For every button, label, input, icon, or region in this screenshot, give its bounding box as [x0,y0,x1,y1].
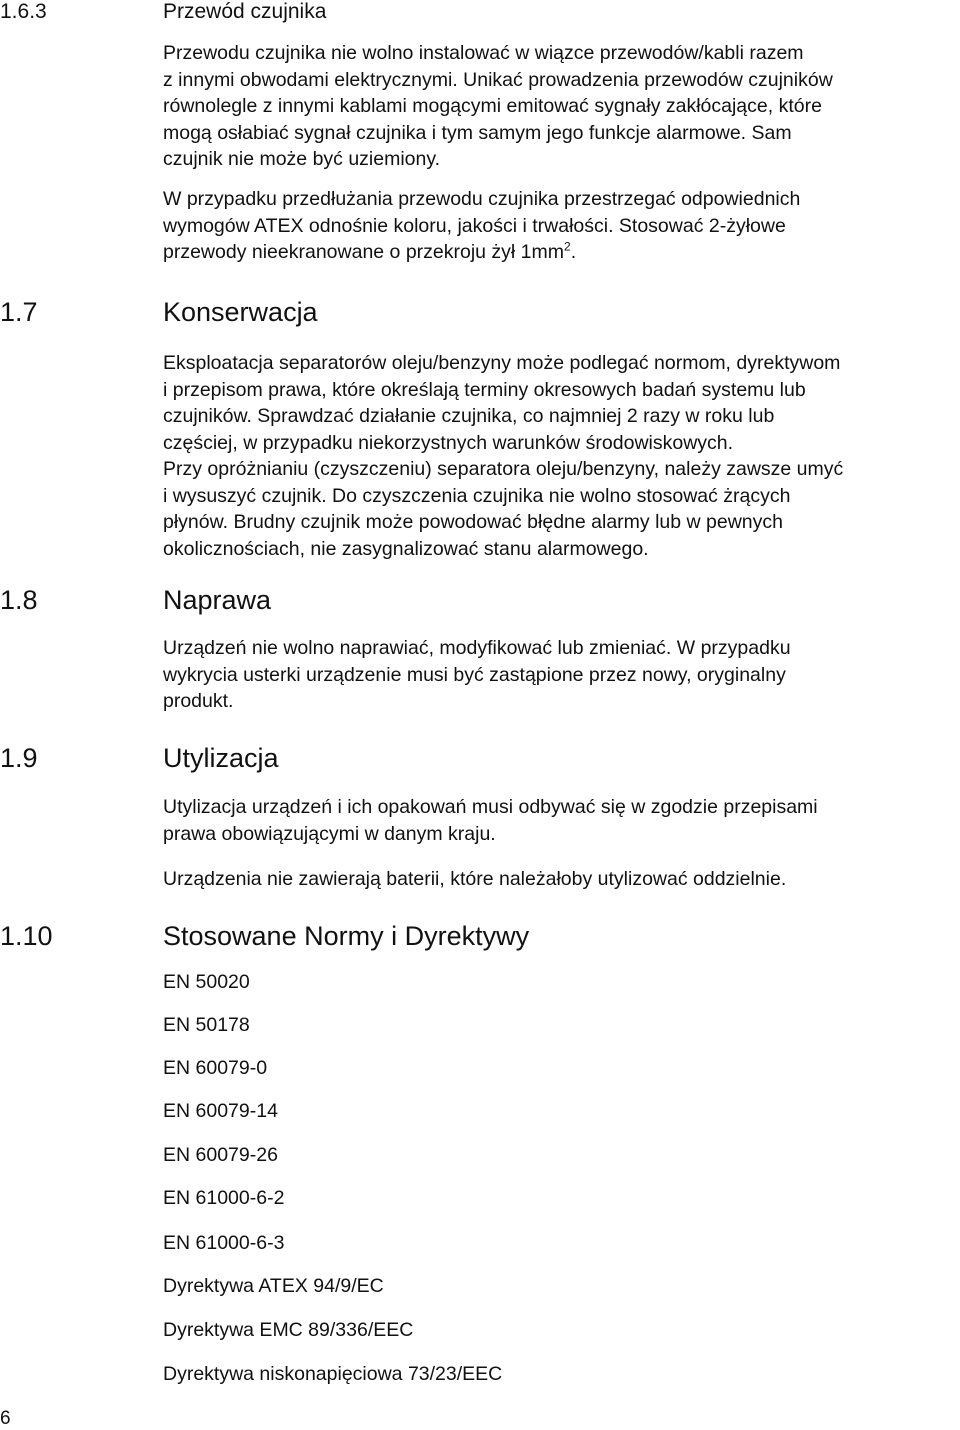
text-line: czujnik nie może być uziemiony. [163,148,441,170]
section-title-stosowane-normy: Stosowane Normy i Dyrektywy [163,921,530,951]
section-title-konserwacja: Konserwacja [163,297,318,327]
section-title-utylizacja: Utylizacja [163,743,279,773]
standard-item: Dyrektywa EMC 89/336/EEC [163,1319,414,1341]
text-line: produkt. [163,690,234,712]
section-number-1-10: 1.10 [0,921,53,951]
text-line [163,239,955,266]
section-number-1-7: 1.7 [0,297,38,327]
text-fragment: przewody nieekranowane o przekroju żył 1mm [163,241,565,263]
standard-item: EN 50178 [163,1014,250,1036]
text-line: wykrycia usterki urządzenie musi być zastąpione przez nowy, oryginalny [163,663,786,686]
standard-item: Dyrektywa niskonapięciowa 73/23/EEC [163,1363,503,1385]
section-number-1-8: 1.8 [0,585,38,615]
standard-item: Dyrektywa ATEX 94/9/EC [163,1275,384,1297]
text-line: okolicznościach, nie zasygnalizować stanu alarmowego. [163,537,649,560]
paragraph-utylizacja-2 [163,866,955,893]
text-line: Urządzenia nie zawierają baterii, które należałoby utylizować oddzielnie. [163,868,787,890]
paragraph-naprawa [163,635,955,715]
text-line: Przy opróżnianiu (czyszczeniu) separatora oleju/benzyny, należy zawsze umyć [163,458,844,480]
text-line: równolegle z innymi kablami mogącymi emitować sygnały zakłócające, które [163,95,822,117]
text-line: Utylizacja urządzeń i ich opakowań musi odbywać się w zgodzie przepisami [163,796,818,818]
section-title-naprawa: Naprawa [163,585,272,615]
section-title-przewod-czujnika: Przewód czujnika [163,0,327,23]
text-line: płynów. Brudny czujnik może powodować błędne alarmy lub w pewnych [163,511,783,533]
text-fragment: . [570,241,577,263]
standard-item: EN 50020 [163,971,250,993]
paragraph-utylizacja-1 [163,794,955,847]
text-line: mogą osłabiać sygnał czujnika i tym samym jego funkcje alarmowe. Sam [163,121,792,144]
text-line: Urządzeń nie wolno naprawiać, modyfikować lub zmieniać. W przypadku [163,637,791,659]
standard-item: EN 60079-14 [163,1100,278,1122]
text-line: i wysuszyć czujnik. Do czyszczenia czujnika nie wolno stosować żrących [163,484,791,507]
section-number-1-6-3: 1.6.3 [0,0,47,23]
text-line: W przypadku przedłużania przewodu czujnika przestrzegać odpowiednich [163,188,801,210]
text-line: częściej, w przypadku niekorzystnych warunków środowiskowych. [163,431,734,454]
standard-item: EN 60079-26 [163,1144,278,1166]
standard-item: EN 61000-6-3 [163,1232,285,1254]
paragraph-konserwacja [163,350,955,562]
page-number: 6 [0,1408,11,1429]
text-line: Eksploatacja separatorów oleju/benzyny może podlegać normom, dyrektywom [163,352,841,374]
standard-item: EN 60079-0 [163,1057,268,1079]
text-line: czujników. Sprawdzać działanie czujnika, co najmniej 2 razy w roku lub [163,405,775,427]
text-line: Przewodu czujnika nie wolno instalować w wiązce przewodów/kabli razem [163,42,804,64]
text-line: i przepisom prawa, które określają terminy okresowych badań systemu lub [163,378,806,401]
section-number-1-9: 1.9 [0,743,38,773]
text-line: wymogów ATEX odnośnie koloru, jakości i trwałości. Stosować 2-żyłowe [163,214,786,237]
superscript: 2 [564,239,571,254]
text-line: z innymi obwodami elektrycznymi. Unikać prowadzenia przewodów czujników [163,68,833,91]
standard-item: EN 61000-6-2 [163,1187,285,1209]
paragraph-przewod-1 [163,40,955,173]
paragraph-przewod-2 [163,186,955,266]
text-line: prawa obowiązującymi w danym kraju. [163,822,496,845]
